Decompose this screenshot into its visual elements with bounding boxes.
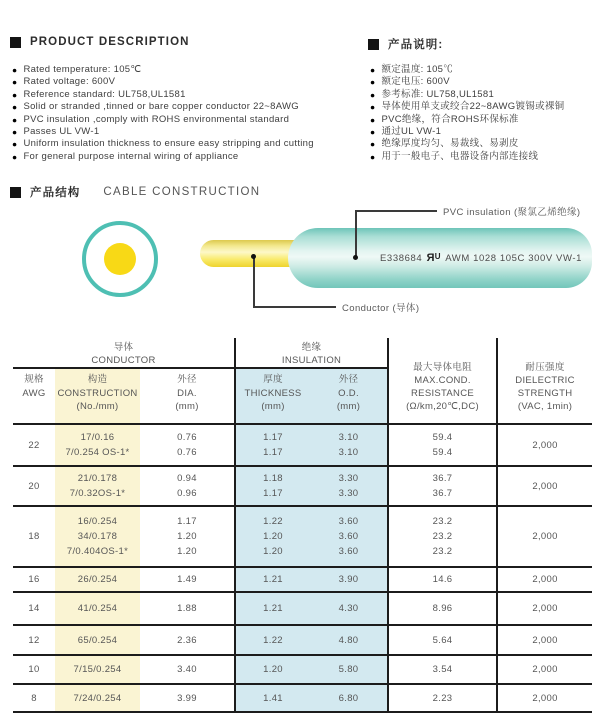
table-row-awg10	[13, 655, 592, 684]
cell-dia: 1.17 1.20 1.20	[140, 506, 235, 567]
group-header-conductor: 导体 CONDUCTOR	[13, 338, 235, 368]
column-header-resistance: 最大导体电阻 MAX.COND. RESISTANCE (Ω/km,20℃,DC)	[388, 338, 497, 424]
cell-resistance: 2.23	[388, 684, 497, 712]
bullet-icon: ●	[12, 127, 18, 138]
cell-resistance: 59.4 59.4	[388, 424, 497, 466]
cell-resistance: 14.6	[388, 567, 497, 592]
cable-cert-number: E338684	[380, 253, 423, 264]
table-group-header-row	[13, 338, 592, 368]
cell-od: 3.10 3.10	[310, 424, 388, 466]
cell-dia: 1.88	[140, 592, 235, 625]
cell-dia: 3.40	[140, 655, 235, 684]
cell-resistance: 3.54	[388, 655, 497, 684]
list-item	[12, 126, 362, 138]
cell-dielectric: 2,000	[497, 592, 592, 625]
bullet-icon: ●	[370, 102, 376, 113]
product-description-list	[12, 64, 362, 163]
cell-od: 6.80	[310, 684, 388, 712]
cell-od: 4.30	[310, 592, 388, 625]
cell-dia: 2.36	[140, 625, 235, 655]
ul-recognized-mark-icon: RU	[426, 252, 442, 264]
cell-dia: 3.99	[140, 684, 235, 712]
cell-construction: 65/0.254	[55, 625, 140, 655]
cell-construction: 17/0.16 7/0.254 OS-1*	[55, 424, 140, 466]
cable-construction-title-cn: 产品结构	[30, 187, 81, 199]
bullet-text: Uniform insulation thickness to ensure easy stripping and cutting	[23, 138, 314, 150]
bullet-icon: ●	[370, 139, 376, 150]
bullet-text: Rated temperature: 105℃	[23, 64, 142, 75]
table-row-awg8	[13, 684, 592, 712]
cell-thickness: 1.22	[235, 625, 310, 655]
list-item	[370, 64, 598, 76]
bullet-icon: ●	[370, 65, 376, 75]
leader-line	[355, 210, 437, 212]
cell-construction: 7/24/0.254	[55, 684, 140, 712]
bullet-icon: ●	[12, 151, 18, 162]
bullet-text: For general purpose internal wiring of appliance	[23, 150, 239, 162]
list-item	[12, 101, 362, 113]
table-row-awg22	[13, 424, 592, 466]
bullet-icon: ●	[12, 102, 18, 113]
cell-thickness: 1.22 1.20 1.20	[235, 506, 310, 567]
table-row-awg12	[13, 625, 592, 655]
cell-resistance: 8.96	[388, 592, 497, 625]
leader-line	[253, 306, 336, 308]
insulation-label: PVC insulation (聚氯乙烯绝缘)	[443, 207, 581, 218]
cable-construction-title-en: CABLE CONSTRUCTION	[103, 186, 261, 198]
cell-resistance: 5.64	[388, 625, 497, 655]
bullet-text: 导体使用单支或绞合22~8AWG镀锡或裸铜	[381, 101, 565, 113]
cell-construction: 26/0.254	[55, 567, 140, 592]
bullet-icon: ●	[12, 89, 18, 100]
bullet-icon: ●	[370, 114, 376, 125]
table-row-awg14	[13, 592, 592, 625]
list-item	[370, 89, 598, 101]
product-description-cn-title: 产品说明:	[388, 39, 444, 51]
section-marker-icon	[10, 187, 21, 198]
list-item	[12, 64, 362, 76]
column-header-od: 外径 O.D. (mm)	[310, 368, 388, 424]
bullet-icon: ●	[12, 139, 18, 150]
cell-od: 3.30 3.30	[310, 466, 388, 506]
cable-print-text: AWM 1028 105C 300V VW-1	[445, 253, 583, 264]
cell-construction: 21/0.178 7/0.32OS-1*	[55, 466, 140, 506]
cell-awg: 12	[13, 625, 55, 655]
bullet-text: 用于一般电子、电器设备内部连接线	[381, 150, 539, 162]
cell-resistance: 36.7 36.7	[388, 466, 497, 506]
cell-construction: 7/15/0.254	[55, 655, 140, 684]
list-item	[12, 138, 362, 150]
list-item	[12, 76, 362, 88]
product-description-title: PRODUCT DESCRIPTION	[30, 36, 190, 48]
cable-print	[288, 252, 582, 264]
cell-thickness: 1.41	[235, 684, 310, 712]
cell-dielectric: 2,000	[497, 655, 592, 684]
cell-thickness: 1.21	[235, 567, 310, 592]
insulation-sleeve	[288, 228, 592, 288]
column-header-dielectric: 耐压强度 DIELECTRIC STRENGTH (VAC, 1min)	[497, 338, 592, 424]
list-item	[12, 89, 362, 101]
cell-dielectric: 2,000	[497, 466, 592, 506]
cell-awg: 10	[13, 655, 55, 684]
list-item	[370, 126, 598, 138]
product-description-cn-list	[370, 64, 598, 163]
cell-construction: 41/0.254	[55, 592, 140, 625]
column-header-dia: 外径 DIA. (mm)	[140, 368, 235, 424]
bullet-text: Rated voltage: 600V	[23, 76, 116, 88]
table-row-awg20	[13, 466, 592, 506]
cell-dielectric: 2,000	[497, 625, 592, 655]
cell-thickness: 1.18 1.17	[235, 466, 310, 506]
cable-construction-header	[10, 184, 260, 200]
list-item	[370, 76, 598, 88]
group-header-insulation: 绝缘 INSULATION	[235, 338, 388, 368]
leader-dot	[353, 255, 358, 260]
bullet-icon: ●	[12, 114, 18, 125]
conductor-core-icon	[104, 243, 136, 275]
cell-dia: 0.76 0.76	[140, 424, 235, 466]
column-header-awg: 规格 AWG	[13, 368, 55, 424]
table-row-awg16	[13, 567, 592, 592]
cell-od: 3.60 3.60 3.60	[310, 506, 388, 567]
bullet-icon: ●	[370, 127, 376, 138]
section-marker-icon	[368, 39, 379, 50]
bullet-text: Reference standard: UL758,UL1581	[23, 88, 186, 100]
leader-line	[355, 210, 357, 258]
cell-construction: 16/0.254 34/0.178 7/0.404OS-1*	[55, 506, 140, 567]
bullet-icon: ●	[370, 89, 376, 100]
cell-dielectric: 2,000	[497, 684, 592, 712]
column-header-thickness: 厚度 THICKNESS (mm)	[235, 368, 310, 424]
cell-od: 3.90	[310, 567, 388, 592]
bullet-text: 额定电压: 600V	[381, 76, 450, 88]
cell-dia: 1.49	[140, 567, 235, 592]
cell-awg: 16	[13, 567, 55, 592]
cell-awg: 14	[13, 592, 55, 625]
cell-resistance: 23.2 23.2 23.2	[388, 506, 497, 567]
bullet-icon: ●	[12, 77, 18, 88]
product-description-cn-header	[368, 36, 443, 52]
cell-dielectric: 2,000	[497, 424, 592, 466]
bullet-text: 绝缘厚度均匀、易裁线、易剥皮	[381, 138, 519, 150]
list-item	[12, 114, 362, 126]
cable-cross-section	[82, 221, 158, 297]
bullet-text: 参考标准: UL758,UL1581	[381, 88, 495, 100]
cell-awg: 8	[13, 684, 55, 712]
cell-thickness: 1.21	[235, 592, 310, 625]
bullet-icon: ●	[370, 77, 376, 88]
bullet-text: PVC insulation ,comply with ROHS environmental standard	[23, 113, 290, 125]
cell-od: 4.80	[310, 625, 388, 655]
list-item	[12, 151, 362, 163]
cell-awg: 20	[13, 466, 55, 506]
cell-dia: 0.94 0.96	[140, 466, 235, 506]
conductor-label: Conductor (导体)	[342, 303, 420, 314]
product-description-header	[10, 36, 190, 48]
cell-awg: 22	[13, 424, 55, 466]
leader-dot	[251, 254, 256, 259]
cell-awg: 18	[13, 506, 55, 567]
cell-thickness: 1.17 1.17	[235, 424, 310, 466]
list-item	[370, 151, 598, 163]
cell-dielectric: 2,000	[497, 506, 592, 567]
cell-dielectric: 2,000	[497, 567, 592, 592]
list-item	[370, 138, 598, 150]
cell-thickness: 1.20	[235, 655, 310, 684]
bullet-text: PVC绝缘，符合ROHS环保标准	[381, 113, 519, 125]
bullet-icon: ●	[370, 151, 376, 162]
column-header-construction: 构造 CONSTRUCTION (No./mm)	[55, 368, 140, 424]
bullet-text: Passes UL VW-1	[23, 126, 100, 138]
list-item	[370, 114, 598, 126]
table-row-awg18	[13, 506, 592, 567]
section-marker-icon	[10, 37, 21, 48]
specification-table	[13, 338, 592, 713]
list-item	[370, 101, 598, 113]
cell-od: 5.80	[310, 655, 388, 684]
bullet-text: 通过UL VW-1	[381, 126, 442, 138]
leader-line	[253, 257, 255, 306]
bullet-text: 额定温度: 105℃	[381, 64, 454, 75]
bullet-icon: ●	[12, 65, 18, 75]
bullet-text: Solid or stranded ,tinned or bare copper conductor 22~8AWG	[23, 101, 299, 113]
